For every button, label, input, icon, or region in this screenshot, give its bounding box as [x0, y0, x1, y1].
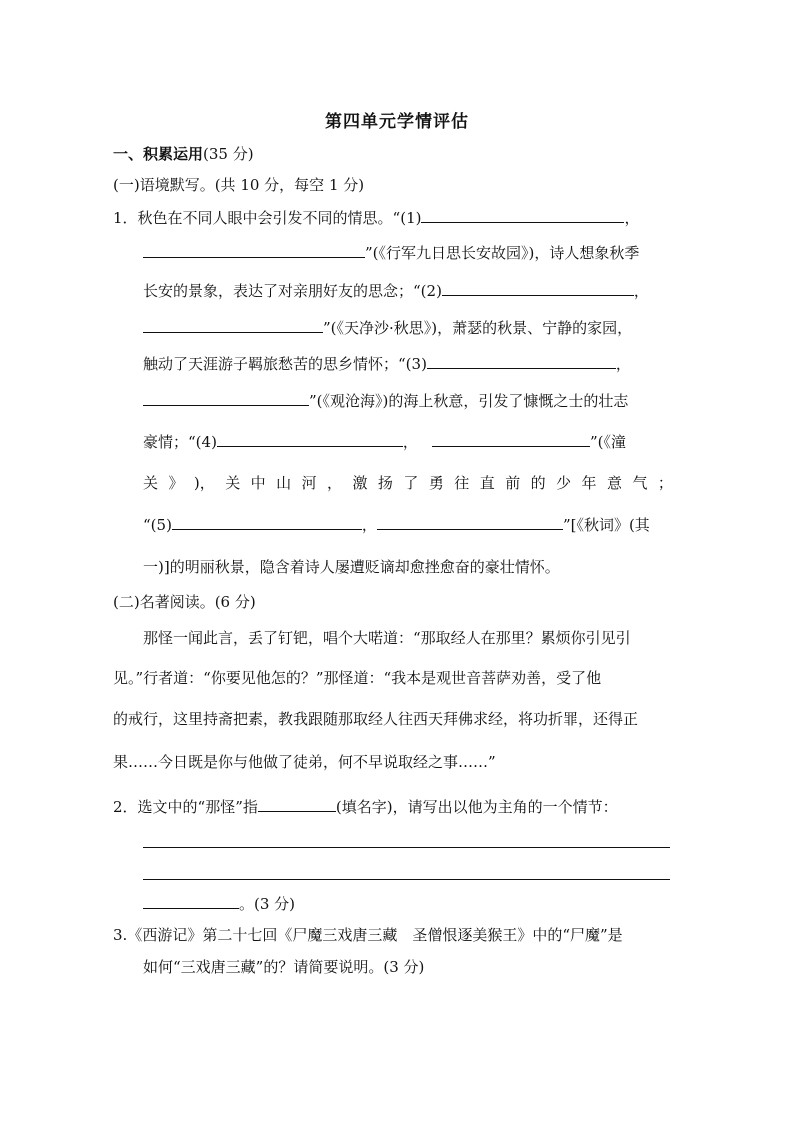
char: 的 [530, 474, 546, 492]
char: )， [193, 474, 215, 492]
char: 扬 [377, 474, 393, 492]
question-1-line-2 [143, 241, 639, 264]
part-heading-recitation: (一)语境默写。(共 10 分，每空 1 分) [113, 176, 365, 194]
answer-line[interactable] [143, 879, 670, 880]
question-text: 《西游记》第二十七回《尸魔三戏唐三藏 圣僧恨逐美猴王》中的“尸魔”是 [127, 926, 623, 944]
question-text: 秋色在不同人眼中会引发不同的情思。“(1) [137, 209, 422, 227]
question-text: 。(3 分) [239, 895, 296, 913]
answer-blank-4b[interactable] [432, 430, 590, 447]
question-1-line-1 [113, 206, 639, 229]
answer-blank-name[interactable] [258, 795, 336, 812]
question-text: 选文中的“那怪”指 [137, 798, 258, 816]
question-3-line-1 [113, 924, 623, 946]
punctuation: ， [615, 355, 631, 373]
question-text: ”(《行军九日思长安故园》)，诗人想象秋季 [365, 244, 640, 262]
passage-line: 那怪一闻此言，丢了钉钯，唱个大喏道：“那取经人在那里？累烦你引见引 [143, 629, 631, 647]
char: 少 [556, 474, 572, 492]
char: 激 [352, 474, 368, 492]
question-text: ”(《潼 [589, 433, 626, 451]
answer-blank-plot[interactable] [143, 892, 239, 909]
answer-blank-5a[interactable] [172, 513, 362, 530]
question-number: 3. [113, 926, 128, 944]
char: 了 [403, 474, 419, 492]
question-1-line-4 [143, 316, 632, 339]
passage-line: 的戒行，这里持斋把素，教我跟随那取经人往西天拜佛求经，将功折罪，还得正 [113, 710, 639, 728]
char: ； [657, 474, 673, 492]
question-text: (填名字)，请写出以他为主角的一个情节： [335, 798, 618, 816]
question-1-line-10: 一)]的明丽秋景，隐含着诗人屡遭贬谪却愈挫愈奋的豪壮情怀。 [143, 558, 560, 576]
passage-line: 果……今日既是你与他做了徒弟，何不早说取经之事……” [113, 753, 496, 771]
question-1-line-9 [143, 513, 650, 536]
passage-line: 见。”行者道：“你要见他怎的？”那怪道：“我本是观世音菩萨劝善，受了他 [113, 669, 602, 687]
question-text: ”(《天净沙·秋思》)，萧瑟的秋景、宁静的家园， [323, 319, 633, 337]
char: 直 [479, 474, 495, 492]
punctuation: ， [633, 282, 649, 300]
char: 意 [607, 474, 623, 492]
answer-blank-4a[interactable] [217, 430, 403, 447]
question-1-line-7 [143, 430, 626, 453]
char: 》 [168, 474, 184, 492]
answer-blank-2a[interactable] [442, 279, 634, 296]
section-heading-label: 一、积累运用 [113, 145, 204, 163]
section-heading-points: (35 分) [203, 145, 254, 163]
answer-blank-1a[interactable] [421, 206, 624, 223]
section-heading [113, 143, 254, 165]
question-text: 触动了天涯游子羁旅愁苦的思乡情怀；“(3) [143, 355, 427, 373]
question-text: ”[《秋词》(其 [562, 516, 650, 534]
question-text: ”(《观沧海》)的海上秋意，引发了慷慨之士的壮志 [309, 392, 629, 410]
answer-blank-1b[interactable] [143, 241, 365, 258]
punctuation: ， [361, 516, 377, 534]
answer-line[interactable] [143, 847, 670, 848]
part-heading-reading: (二)名著阅读。(6 分) [113, 593, 256, 611]
char: 往 [454, 474, 470, 492]
question-1-line-5 [143, 352, 631, 375]
question-2-line-1 [113, 795, 618, 818]
char: 气 [632, 474, 648, 492]
question-1-line-6 [143, 389, 628, 412]
char: 年 [581, 474, 597, 492]
question-number: 1． [113, 209, 138, 227]
answer-blank-3b[interactable] [143, 389, 309, 406]
char: 关 [143, 474, 159, 492]
answer-blank-2b[interactable] [143, 316, 323, 333]
question-1-line-8 [143, 472, 673, 494]
answer-blank-3a[interactable] [427, 352, 616, 369]
char: 关 [225, 474, 241, 492]
answer-blank-5b[interactable] [377, 513, 563, 530]
char: 河 [301, 474, 317, 492]
question-3-line-2: 如何“三戏唐三藏”的？请简要说明。(3 分) [143, 958, 425, 976]
question-number: 2． [113, 798, 138, 816]
char: 山 [276, 474, 292, 492]
punctuation: ， [402, 433, 418, 451]
question-2-line-end [143, 892, 295, 915]
question-text: “(5) [143, 516, 172, 534]
question-text: 豪情；“(4) [143, 433, 217, 451]
char: 勇 [428, 474, 444, 492]
char: ， [327, 474, 343, 492]
char: 前 [505, 474, 521, 492]
page-title: 第四单元学情评估 [325, 112, 469, 132]
question-text: 长安的景象，表达了对亲朋好友的思念；“(2) [143, 282, 442, 300]
question-1-line-3 [143, 279, 649, 302]
char: 中 [250, 474, 266, 492]
punctuation: ， [624, 209, 640, 227]
